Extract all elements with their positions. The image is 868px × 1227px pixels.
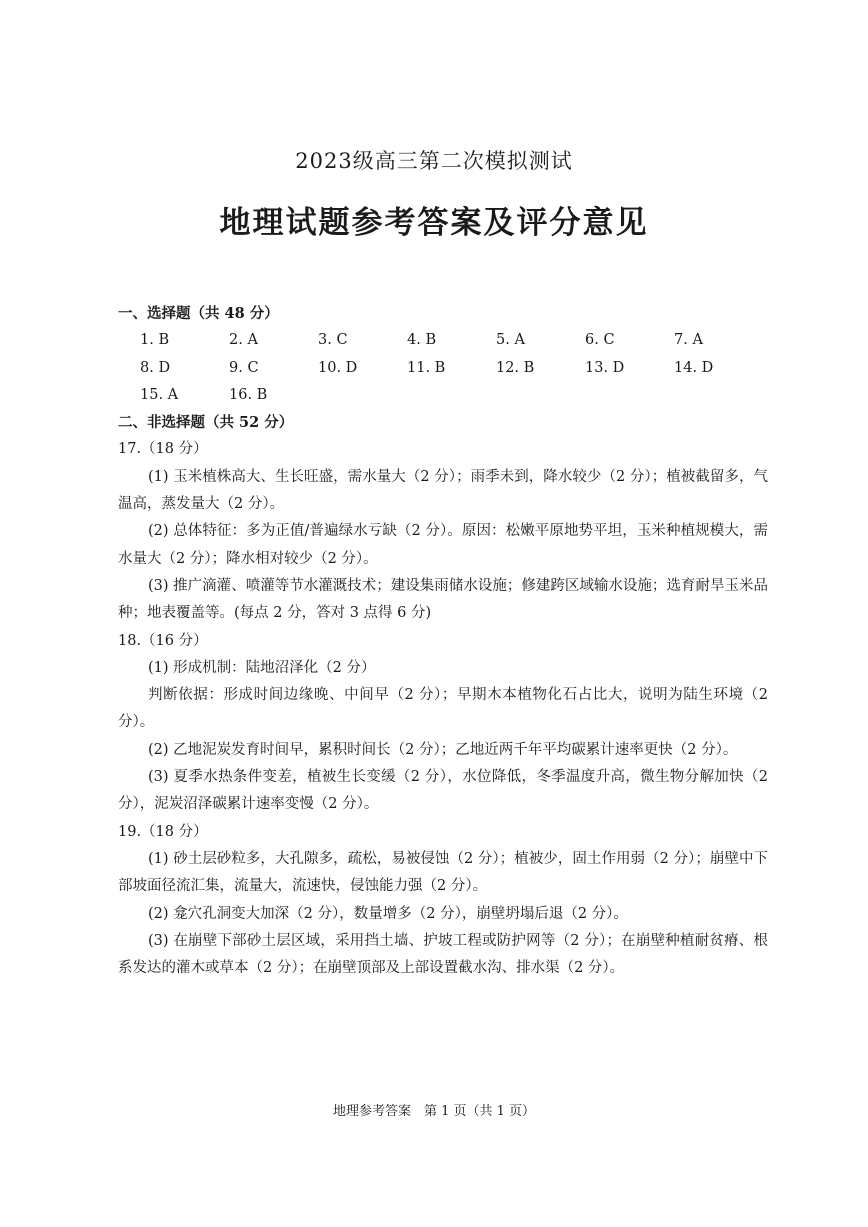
q19-answer-3: (3) 在崩壁下部砂土层区域，采用挡土墙、护坡工程或防护网等（2 分）；在崩壁种植耐贫瘠、根系发达的灌木或草本（2 分）；在崩壁顶部及上部设置截水沟、排水渠（2 分）。 (118, 932, 768, 977)
mc-answer: 16. B (229, 386, 268, 403)
mc-answer: 5. A (496, 332, 525, 349)
q17-answer-1: (1) 玉米植株高大、生长旺盛，需水量大（2 分）；雨季未到，降水较少（2 分）；植被截留多，气温高，蒸发量大（2 分）。 (118, 468, 768, 513)
mc-answer: 6. C (585, 332, 615, 349)
mc-answer: 13. D (585, 359, 625, 376)
mc-answer: 14. D (674, 359, 714, 376)
q18-answer-3: (3) 夏季水热条件变差，植被生长变缓（2 分），水位降低，冬季温度升高，微生物分解加快（2 分），泥炭沼泽碳累计速率变慢（2 分）。 (118, 769, 768, 813)
mc-answer: 11. B (407, 359, 446, 376)
exam-subtitle: 2023级高三第二次模拟测试 (295, 149, 573, 173)
q18-answer-1: (1) 形成机制：陆地沼泽化（2 分） (148, 659, 376, 676)
q19-label: 19.（18 分） (118, 823, 208, 840)
mc-answer: 3. C (318, 332, 348, 349)
q18-answer-1-basis: 判断依据：形成时间边缘晚、中间早（2 分）；早期木本植物化石占比大，说明为陆生环境（2 分）。 (118, 687, 768, 731)
mc-answer: 1. B (140, 332, 170, 349)
q19-answer-1: (1) 砂土层砂粒多，大孔隙多，疏松，易被侵蚀（2 分）；植被少，固土作用弱（2 分）；崩壁中下部坡面径流汇集，流量大，流速快，侵蚀能力强（2 分）。 (118, 850, 768, 895)
page-title: 地理试题参考答案及评分意见 (219, 205, 649, 241)
q17-label: 17.（18 分） (118, 441, 208, 458)
mc-answer: 15. A (140, 386, 179, 403)
mc-answer: 2. A (229, 332, 258, 349)
q19-answer-2: (2) 龛穴孔洞变大加深（2 分），数量增多（2 分），崩壁坍塌后退（2 分）。 (148, 905, 628, 922)
answer-body (118, 300, 768, 982)
mc-answer: 12. B (496, 359, 535, 376)
section1-heading: 一、选择题（共 48 分） (118, 305, 279, 322)
q17-answer-2: (2) 总体特征：多为正值/普遍绿水亏缺（2 分）。原因：松嫩平原地势平坦，玉米种植规模大，需水量大（2 分）；降水相对较少（2 分）。 (118, 523, 768, 567)
page-footer: 地理参考答案 第 1 页（共 1 页） (332, 1104, 536, 1119)
q17-answer-3: (3) 推广滴灌、喷灌等节水灌溉技术；建设集雨储水设施；修建跨区域输水设施；选育耐旱玉米品种；地表覆盖等。(每点 2 分，答对 3 点得 6 分) (118, 577, 768, 622)
mc-row-1 (140, 327, 768, 354)
mc-answer: 9. C (229, 359, 259, 376)
q18-answer-2: (2) 乙地泥炭发育时间早，累积时间长（2 分）；乙地近两千年平均碳累计速率更快（2 分）。 (148, 741, 738, 758)
mc-row-3 (140, 382, 768, 409)
section2-heading: 二、非选择题（共 52 分） (118, 414, 294, 432)
mc-answer: 8. D (140, 359, 171, 376)
mc-row-2 (140, 355, 768, 382)
mc-answer: 10. D (318, 359, 358, 376)
mc-answer: 7. A (674, 332, 703, 349)
q18-label: 18.（16 分） (118, 632, 208, 649)
mc-answer: 4. B (407, 332, 437, 349)
